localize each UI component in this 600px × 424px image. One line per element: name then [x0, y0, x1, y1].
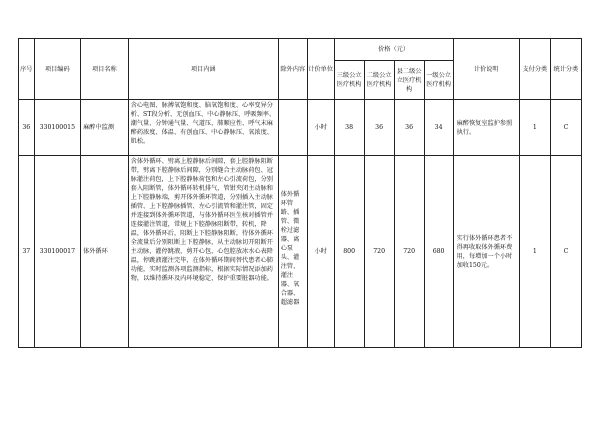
row-price-county2: 36: [394, 100, 424, 156]
row-price-county2: 720: [394, 156, 424, 348]
row-code: 330100015: [34, 100, 81, 156]
pricing-table: [18, 38, 582, 348]
row-unit: 小时: [307, 100, 334, 156]
row-pricing-note: 麻醉恢复室监护参照执行。: [453, 100, 519, 156]
row-name: 麻醉中监测: [81, 100, 129, 156]
row-price-tier3: 800: [334, 156, 364, 348]
row-price-tier1: 34: [424, 100, 453, 156]
header-code: 项目编码: [34, 39, 81, 100]
header-payment: 支付分类: [519, 39, 550, 100]
row-price-tier3: 38: [334, 100, 364, 156]
row-seq: 37: [19, 156, 35, 348]
header-stats: 统计分类: [550, 39, 581, 100]
header-seq: 序号: [19, 39, 35, 100]
header-price-tier2: 二级公立医疗机构: [364, 61, 394, 100]
row-unit: 小时: [307, 156, 334, 348]
row-exclude: [278, 100, 307, 156]
row-stats: C: [550, 100, 581, 156]
row-pricing-note: 实行体外循环患者不得再收取体外循环费用，每增加一个小时加收150元。: [453, 156, 519, 348]
row-price-tier1: 680: [424, 156, 453, 348]
header-content: 项目内涵: [128, 39, 278, 100]
header-price-group: 价格（元）: [334, 39, 453, 61]
header-unit: 计价单位: [307, 39, 334, 100]
row-payment: 1: [519, 156, 550, 348]
row-seq: 36: [19, 100, 35, 156]
header-row-1: [19, 39, 582, 61]
row-code: 330100017: [34, 156, 81, 348]
row-name: 体外循环: [81, 156, 129, 348]
row-content: 含体外循环、劈离上腔静脉后间隙，套上腔静脉阻断带，劈离下腔静脉后间隙，分别缝合主动脉荷包、冠脉灌注荷包，上下腔静脉荷包和左心引流荷包，分别套入阻断管，体外循环转机排气，管钳夹闭主动脉和上下腔静脉端，剪开体外循环管道，分别插入主动脉插管、上下腔静脉插管、左心引流管和灌注管，固定并连接到体外循环管道，与体外循环医生核对插管并连接灌注管道，常规上下腔静脉阻断带，转机，降温，体外循环后，阻断上下腔静脉阻断，待体外循环全流量后分别阻断上下腔静脉，从主动脉切开阻断开主动脉，灌停跳液，剪开心包，心包腔放冰水心表降温，停跳液灌注完毕，在体外循环期间替代患者心肺功能，实时监测各项监测指标，根据实际情况添加药物，以维持循环及内环境稳定，保护重要脏器功能。: [128, 156, 278, 348]
row-stats: C: [550, 156, 581, 348]
table-row: [19, 100, 582, 156]
header-name: 项目名称: [81, 39, 129, 100]
header-price-tier1: 一级公立医疗机构: [424, 61, 453, 100]
row-exclude: 体外循环管路、插管、微栓过滤器、离心泵头、灌注管、灌注器、氧合器、超滤器: [278, 156, 307, 348]
row-payment: 1: [519, 100, 550, 156]
header-exclude: 除外内容: [278, 39, 307, 100]
header-pricing-note: 计价说明: [453, 39, 519, 100]
header-price-county2: 县二级公立医疗机构: [394, 61, 424, 100]
table-row: [19, 156, 582, 348]
row-price-tier2: 720: [364, 156, 394, 348]
header-price-tier3: 三级公立医疗机构: [334, 61, 364, 100]
row-content: 含心电图、脉搏氧饱和度、脑氧饱和度、心率变异分析、ST段分析、无创血压、中心静脉压、呼吸频率、潮气量、分钟通气量、气道压、肺顺应性、呼气末麻醉药浓度、体温、有创血压、中心静脉压、氧浓度、肌松。: [128, 100, 278, 156]
row-price-tier2: 36: [364, 100, 394, 156]
